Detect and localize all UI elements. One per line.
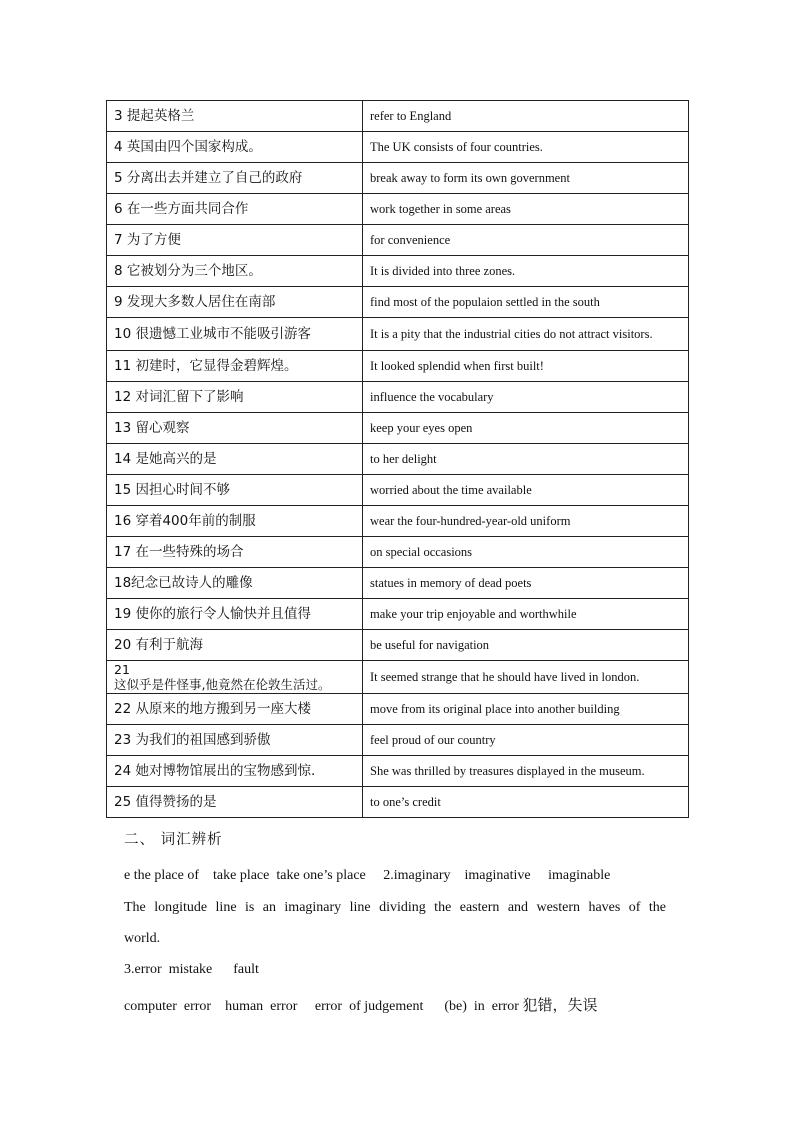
table-row [107, 256, 689, 287]
chinese-phrase-cell: 8 它被划分为三个地区。 [107, 256, 363, 287]
english-phrase-cell: be useful for navigation [363, 630, 689, 661]
chinese-phrase-cell: 17 在一些特殊的场合 [107, 537, 363, 568]
chinese-phrase-cell: 5 分离出去并建立了自己的政府 [107, 163, 363, 194]
chinese-phrase-cell: 14 是她高兴的是 [107, 444, 363, 475]
english-phrase-cell: It is a pity that the industrial cities do not attract visitors. [363, 318, 689, 351]
chinese-phrase-cell: 6 在一些方面共同合作 [107, 194, 363, 225]
english-phrase-cell: worried about the time available [363, 475, 689, 506]
table-row [107, 318, 689, 351]
chinese-phrase-cell: 12 对词汇留下了影响 [107, 382, 363, 413]
chinese-phrase-cell: 4 英国由四个国家构成。 [107, 132, 363, 163]
table-row [107, 661, 689, 694]
english-phrase-cell: move from its original place into another building [363, 694, 689, 725]
table-row [107, 351, 689, 382]
table-row [107, 413, 689, 444]
chinese-phrase-cell: 23 为我们的祖国感到骄傲 [107, 725, 363, 756]
chinese-phrase-cell: 11 初建时，它显得金碧辉煌。 [107, 351, 363, 382]
english-phrase-cell: wear the four-hundred-year-old uniform [363, 506, 689, 537]
chinese-phrase-cell: 20 有利于航海 [107, 630, 363, 661]
table-row [107, 444, 689, 475]
chinese-phrase-cell: 10 很遗憾工业城市不能吸引游客 [107, 318, 363, 351]
english-phrase-cell: She was thrilled by treasures displayed in the museum. [363, 756, 689, 787]
chinese-phrase-cell: 19 使你的旅行令人愉快并且值得 [107, 599, 363, 630]
chinese-phrase-cell: 13 留心观察 [107, 413, 363, 444]
chinese-phrase-cell: 24 她对博物馆展出的宝物感到惊. [107, 756, 363, 787]
table-row [107, 101, 689, 132]
table-row [107, 163, 689, 194]
table-row [107, 599, 689, 630]
english-phrase-cell: for convenience [363, 225, 689, 256]
word-group-line-3: 3.error mistake fault [124, 962, 259, 977]
table-row [107, 382, 689, 413]
table-row [107, 225, 689, 256]
table-row [107, 694, 689, 725]
chinese-phrase-cell: 21 这似乎是件怪事,他竟然在伦敦生活过。 [107, 661, 363, 694]
english-phrase-cell: influence the vocabulary [363, 382, 689, 413]
english-phrase-cell: It is divided into three zones. [363, 256, 689, 287]
english-phrase-cell: The UK consists of four countries. [363, 132, 689, 163]
table-row [107, 756, 689, 787]
english-phrase-cell: keep your eyes open [363, 413, 689, 444]
table-row [107, 475, 689, 506]
english-phrase-cell: refer to England [363, 101, 689, 132]
english-phrase-cell: to her delight [363, 444, 689, 475]
english-phrase-cell: It seemed strange that he should have lived in london. [363, 661, 689, 694]
chinese-phrase-cell: 22 从原来的地方搬到另一座大楼 [107, 694, 363, 725]
table-row [107, 287, 689, 318]
table-row [107, 506, 689, 537]
chinese-phrase-cell: 7 为了方便 [107, 225, 363, 256]
english-phrase-cell: find most of the populaion settled in the south [363, 287, 689, 318]
chinese-phrase-cell: 9 发现大多数人居住在南部 [107, 287, 363, 318]
english-phrase-cell: on special occasions [363, 537, 689, 568]
table-row [107, 537, 689, 568]
word-group-line-1: e the place of take place take one’s place 2.imaginary imaginative imaginable [124, 868, 611, 883]
table-row [107, 132, 689, 163]
word-group-line-4 [124, 996, 666, 1016]
english-phrase-cell: break away to form its own government [363, 163, 689, 194]
table-row [107, 725, 689, 756]
chinese-phrase-cell: 3 提起英格兰 [107, 101, 363, 132]
chinese-phrase-cell: 15 因担心时间不够 [107, 475, 363, 506]
english-phrase-cell: to one’s credit [363, 787, 689, 818]
chinese-gloss: 犯错，失误 [522, 996, 598, 1014]
table-row [107, 787, 689, 818]
table-row [107, 194, 689, 225]
english-phrase-cell: It looked splendid when first built! [363, 351, 689, 382]
english-phrase-cell: work together in some areas [363, 194, 689, 225]
chinese-phrase-cell: 25 值得赞扬的是 [107, 787, 363, 818]
english-phrase-cell: statues in memory of dead poets [363, 568, 689, 599]
chinese-phrase-cell: 16 穿着400年前的制服 [107, 506, 363, 537]
english-phrase-cell: feel proud of our country [363, 725, 689, 756]
collocations-text: computer error human error error of judgement (be) in error [124, 999, 523, 1014]
vocab-table [106, 100, 689, 818]
example-sentence: The longitude line is an imaginary line dividing the eastern and western haves of the world. [124, 900, 666, 946]
chinese-phrase-cell: 18纪念已故诗人的雕像 [107, 568, 363, 599]
table-row [107, 630, 689, 661]
table-row [107, 568, 689, 599]
section-title: 二、 词汇辨析 [124, 832, 223, 848]
english-phrase-cell: make your trip enjoyable and worthwhile [363, 599, 689, 630]
